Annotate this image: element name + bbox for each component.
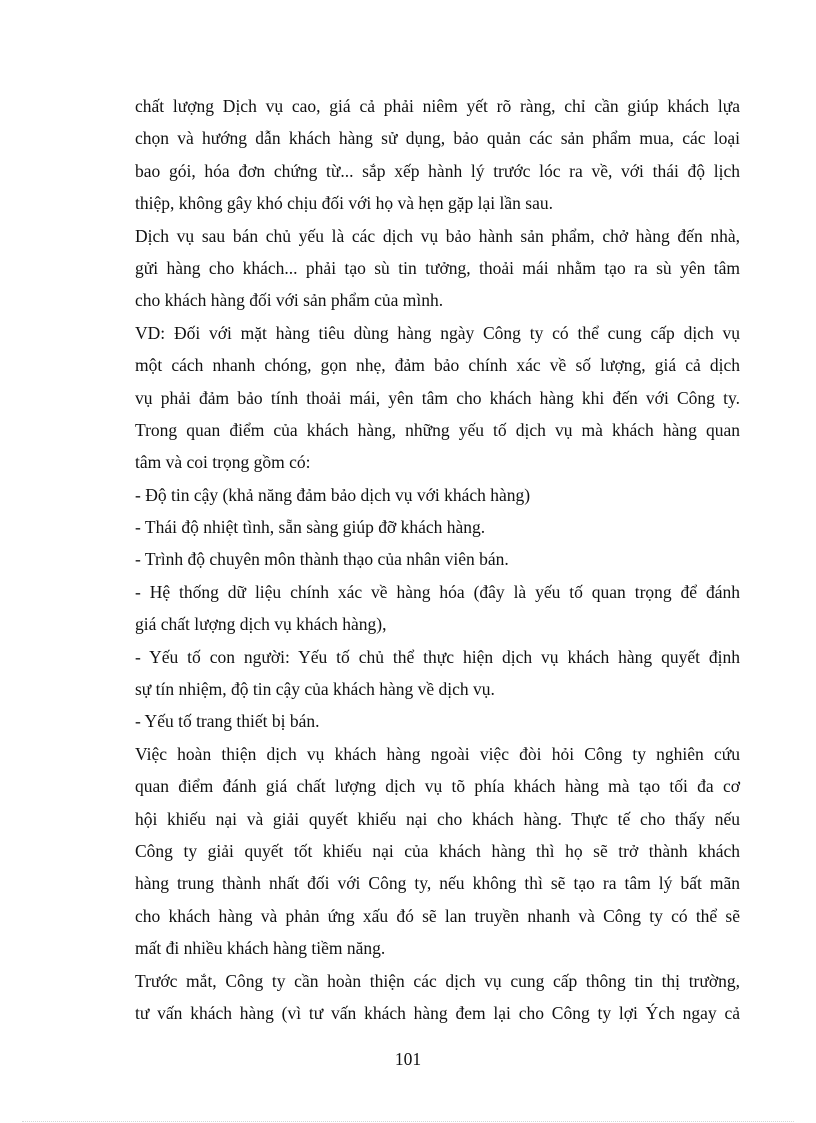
text-line: tâm và coi trọng gồm có:: [135, 452, 311, 473]
text-line: một cách nhanh chóng, gọn nhẹ, đảm bảo chính xác về số lượng, giá cả dịch: [135, 355, 740, 376]
text-line: cho khách hàng đối với sản phẩm của mình.: [135, 290, 444, 311]
text-line: hội khiếu nại và giải quyết khiếu nại cho khách hàng. Thực tế cho thấy nếu: [135, 808, 740, 829]
text-line: cho khách hàng và phản ứng xấu đó sẽ lan truyền nhanh và Công ty có thể sẽ: [135, 905, 740, 926]
text-line: mất đi nhiều khách hàng tiềm năng.: [135, 938, 386, 959]
text-line: VD: Đối với mặt hàng tiêu dùng hàng ngày Công ty có thể cung cấp dịch vụ: [135, 322, 740, 343]
text-line: - Yếu tố trang thiết bị bán.: [135, 711, 320, 732]
text-line: gửi hàng cho khách... phải tạo sù tin tưởng, thoải mái nhằm tạo ra sù yên tâm: [135, 257, 740, 278]
text-line: - Yếu tố con người: Yếu tố chủ thể thực hiện dịch vụ khách hàng quyết định: [135, 646, 740, 667]
text-line: thiệp, không gây khó chịu đối với họ và hẹn gặp lại lần sau.: [135, 193, 553, 214]
text-line: - Độ tin cậy (khả năng đảm bảo dịch vụ với khách hàng): [135, 484, 531, 505]
text-line: Trong quan điểm của khách hàng, những yếu tố dịch vụ mà khách hàng quan: [135, 419, 740, 440]
text-line: bao gói, hóa đơn chứng từ... sắp xếp hành lý trước lóc ra về, với thái độ lịch: [135, 160, 740, 181]
text-line: chất lượng Dịch vụ cao, giá cả phải niêm yết rõ ràng, chỉ cần giúp khách lựa: [135, 96, 740, 116]
text-line: - Thái độ nhiệt tình, sẵn sàng giúp đỡ khách hàng.: [135, 517, 486, 538]
text-line: tư vấn khách hàng (vì tư vấn khách hàng đem lại cho Công ty lợi Ých ngay cả: [135, 1002, 740, 1023]
text-line: vụ phải đảm bảo tính thoải mái, yên tâm cho khách hàng khi đến với Công ty.: [135, 387, 740, 408]
page-number: 101: [394, 1049, 422, 1069]
page-bottom-dotted-rule: [22, 1121, 794, 1122]
text-line: giá chất lượng dịch vụ khách hàng),: [135, 614, 387, 635]
text-line: - Trình độ chuyên môn thành thạo của nhân viên bán.: [135, 549, 509, 570]
text-line: Trước mắt, Công ty cần hoàn thiện các dịch vụ cung cấp thông tin thị trường,: [135, 970, 740, 991]
text-line: quan điểm đánh giá chất lượng dịch vụ tõ phía khách hàng mà tạo tối đa cơ: [135, 776, 740, 797]
text-line: sự tín nhiệm, độ tin cậy của khách hàng về dịch vụ.: [135, 679, 495, 700]
text-line: Dịch vụ sau bán chủ yếu là các dịch vụ bảo hành sản phẩm, chở hàng đến nhà,: [135, 225, 740, 246]
text-line: Công ty giải quyết tốt khiếu nại của khách hàng thì họ sẽ trở thành khách: [135, 840, 740, 861]
text-line: chọn và hướng dẫn khách hàng sử dụng, bảo quản các sản phẩm mua, các loại: [135, 128, 740, 149]
text-line: Việc hoàn thiện dịch vụ khách hàng ngoài việc đòi hỏi Công ty nghiên cứu: [135, 743, 740, 764]
body-text: [135, 90, 740, 1029]
text-line: hàng trung thành nhất đối với Công ty, nếu không thì sẽ tạo ra tâm lý bất mãn: [135, 873, 740, 894]
text-line: - Hệ thống dữ liệu chính xác về hàng hóa (đây là yếu tố quan trọng để đánh: [135, 581, 740, 602]
